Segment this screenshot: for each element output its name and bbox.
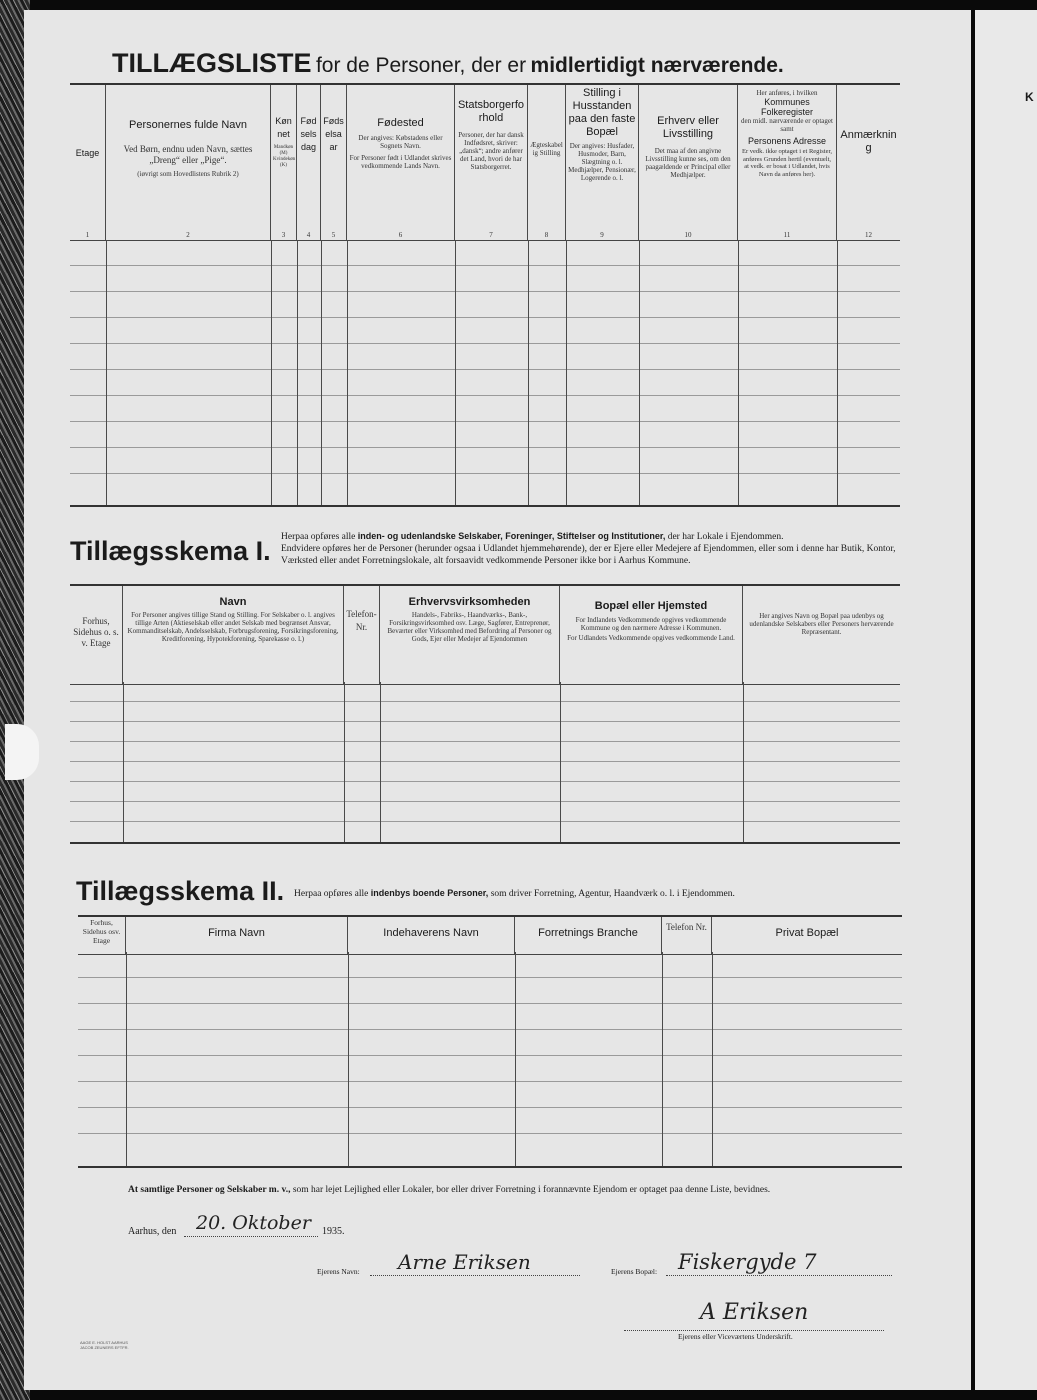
col-occupation: Erhverv eller Livsstilling Det maa af den angivne Livsstilling kunne ses, om den paagældende er Principal eller Medhjælper. 10 xyxy=(639,85,738,240)
owner-name-label: Ejerens Navn: xyxy=(317,1267,360,1276)
owner-name-line xyxy=(370,1275,580,1276)
skema1-header xyxy=(70,584,900,685)
col-registry: Her anføres, i hvilken Kommunes Folkeregister den midl. nærværende er optaget samt Personens Adresse Er vedk. ikke optaget i et Register, anføres Grunden hertil (eventuelt, at vedk. er bosat i Udlandet, hvis Navn da anføres her). 11 xyxy=(738,85,837,240)
col-birthyear: Fødselsaar 5 xyxy=(321,85,347,240)
skema2-title: Tillægsskema II. xyxy=(76,876,285,906)
col-etage: Etage 1 xyxy=(70,85,106,240)
printer-imprint: AAGE E. HOLST AARHUS JACOB ZEUNERS EFTFR. xyxy=(80,1340,129,1350)
s2-col-address: Privat Bopæl xyxy=(775,927,839,939)
page-tab xyxy=(5,724,39,780)
title-bold: midlertidigt nærværende. xyxy=(530,54,784,77)
owner-name-handwritten: Arne Eriksen xyxy=(398,1250,531,1274)
adjacent-page-letter: K xyxy=(1025,90,1034,104)
skema2-body xyxy=(78,952,902,1168)
form-page xyxy=(24,10,971,1390)
owner-address-line xyxy=(666,1275,892,1276)
signature-label: Ejerens eller Viceværtens Underskrift. xyxy=(678,1332,793,1341)
s1-col-business: Erhvervsvirksomheden Handels-, Fabriks-, Haandværks-, Bank-, Forsikringsvirksomhed osv. Læge, Sagfører, Entreprenør, Beværter eller Virksomhed med Befordring af Personer og Gods, Ejer eller Medejer af Ejendommen xyxy=(380,586,560,684)
page-title xyxy=(112,48,912,79)
date-handwritten: 20. Oktober xyxy=(196,1212,311,1234)
s1-col-etage: Forhus, Sidehus o. s. v. Etage xyxy=(70,586,123,684)
declaration: At samtlige Personer og Selskaber m. v., som har lejet Lejlighed eller Lokaler, bor eller driver Forretning i forannævnte Ejendom er optaget paa denne Liste, bevidnes. xyxy=(128,1185,771,1195)
date-line xyxy=(184,1236,318,1237)
skema1-intro: Herpaa opføres alle inden- og udenlandske Selskaber, Foreninger, Stiftelser og Institutioner, der har Lokale i Ejendommen. Endvidere opføres her de Personer (herunder ogsaa i Udlandet hjemmehørende), der er Ejere eller Medejere af Ejendommen, eller som i denne har Butik, Kontor, Værksted eller andet Forretningslokale, alt forsaavidt vedkommende Personer ikke bor i Aarhus Kommune. xyxy=(281,531,896,566)
owner-address-label: Ejerens Bopæl: xyxy=(611,1267,658,1276)
s1-col-representative: Her angives Navn og Bopæl paa udenbys og udenlandske Selskabers eller Personers herværende Repræsentant. xyxy=(749,612,894,636)
skema2-header xyxy=(78,915,902,955)
col-birthplace: Fødested Der angives: Købstadens eller Sognets Navn. For Personer født i Udlandet skrives vedkommende Lands Navn. 6 xyxy=(347,85,455,240)
list-header xyxy=(70,85,900,241)
col-remarks: Anmærkning 12 xyxy=(840,129,897,239)
skema1-body xyxy=(70,682,900,844)
s2-col-firm: Firma Navn xyxy=(126,917,348,954)
signature-handwritten: A Eriksen xyxy=(700,1300,809,1325)
skema1-title: Tillægsskema I. xyxy=(70,536,271,566)
owner-address-handwritten: Fiskergyde 7 xyxy=(678,1250,817,1274)
col-citizenship: Statsborgerforhold Personer, der har dansk Indfødsret, skriver: „dansk“; andre anfører det Land, hvori de har Statsborgerret. 7 xyxy=(455,85,528,240)
s2-col-branch: Forretnings Branche xyxy=(515,917,662,954)
adjacent-page xyxy=(975,10,1037,1390)
s1-col-name: Navn For Personer angives tillige Stand og Stilling. For Selskaber o. l. angives tillige Arten (Aktieselskab eller andet Selskab med begrænset Ansvar, Kommanditselskab, Andelsselskab, Forbrugsforening, Forsikringsforening, Kreditforening, Hypotekforening, Sparekasse o. l.) xyxy=(123,586,344,684)
year: 1935. xyxy=(322,1226,345,1237)
place-label: Aarhus, den xyxy=(128,1226,177,1237)
col-household: Stilling i Husstanden paa den faste Bopæl Der angives: Husfader, Husmoder, Barn, Slægtning o. l. Medhjælper, Pensionær, Logerende o. l. 9 xyxy=(566,85,639,240)
s2-col-owner: Indehaverens Navn xyxy=(348,917,515,954)
list-body xyxy=(70,240,900,507)
title-main: TILLÆGSLISTE xyxy=(112,48,312,78)
col-sex: Kønnet Mandkøn (M) Kvindekøn (K) 3 xyxy=(271,85,297,240)
signature-line xyxy=(624,1330,884,1331)
col-marital: Ægteskabelig Stilling 8 xyxy=(528,85,566,240)
s1-col-residence: Bopæl eller Hjemsted For Indlandets Vedkommende opgives vedkommende Kommune og den nærmere Adresse i Kommunen. For Udlandets Vedkommende opgives vedkommende Land. xyxy=(560,586,743,684)
col-name: Personernes fulde Navn Ved Børn, endnu uden Navn, sættes „Dreng“ eller „Pige“. (iøvrigt som Hovedlistens Rubrik 2) 2 xyxy=(106,85,271,240)
s1-col-phone: Telefon-Nr. xyxy=(344,586,380,684)
s2-col-etage: Forhus, Sidehus osv. Etage xyxy=(78,917,126,954)
col-birthday: Fødselsdag 4 xyxy=(297,85,321,240)
title-rest: for de Personer, der er xyxy=(315,54,527,77)
skema2-intro: Herpaa opføres alle indenbys boende Personer, som driver Forretning, Agentur, Haandværk o. l. i Ejendommen. xyxy=(294,888,735,899)
s2-col-phone: Telefon Nr. xyxy=(662,917,712,954)
